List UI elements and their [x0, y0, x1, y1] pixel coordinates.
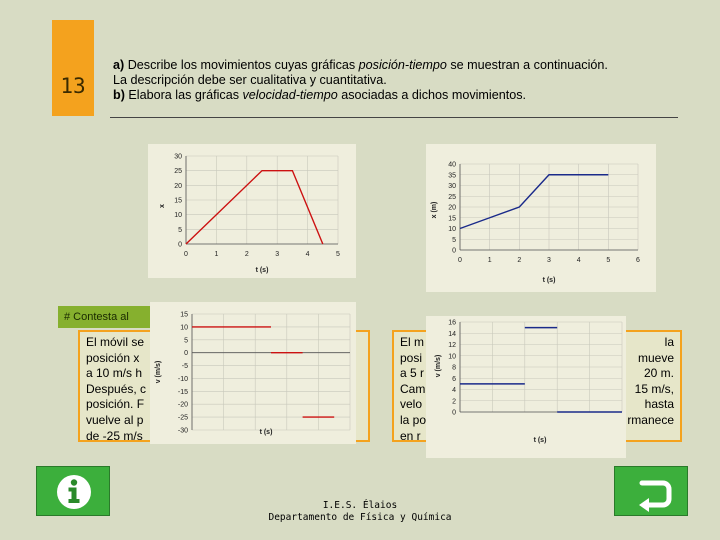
y-tick-label: 16 [448, 319, 456, 327]
x-tick-label: 5 [606, 257, 611, 264]
y-axis-label: v (m/s) [435, 354, 442, 378]
x-axis-label: t (s) [542, 277, 556, 284]
y-tick-label: 0 [452, 247, 456, 255]
back-button[interactable] [614, 466, 688, 516]
series-line [186, 171, 323, 244]
instruction-b-text-end: asociadas a dichos movimientos. [337, 88, 527, 102]
x-tick-label: 5 [336, 251, 340, 258]
y-tick-label: 5 [452, 236, 456, 244]
info-button[interactable] [36, 466, 110, 516]
y-tick-label: -5 [181, 363, 188, 371]
info-icon [37, 467, 111, 517]
instruction-a-text: Describe los movimientos cuyas gráficas [124, 58, 359, 72]
x-tick-label: 1 [487, 257, 492, 264]
y-tick-label: 30 [448, 183, 456, 190]
instructions [113, 58, 693, 103]
y-tick-label: 12 [448, 342, 456, 349]
instruction-a [113, 58, 693, 73]
instruction-a-prefix: a) [113, 58, 125, 72]
position-time-chart-2 [426, 144, 656, 292]
y-tick-label: -30 [177, 427, 188, 435]
y-tick-label: 10 [174, 212, 182, 220]
exercise-number: 13 [60, 74, 86, 98]
y-tick-label: 20 [448, 204, 456, 212]
x-tick-label: 6 [636, 257, 640, 264]
y-tick-label: 35 [448, 172, 456, 180]
y-axis-label: v (m/s) [155, 360, 162, 384]
footer-department: Departamento de Física y Química [268, 512, 452, 523]
answer-text-left: El móvil se posición x a 10 m/s h Después, c posición. F vuelve al p de -25 m/s [86, 335, 147, 443]
y-tick-label: 40 [448, 161, 456, 169]
footer-school: I.E.S. Élaios [322, 500, 398, 511]
instruction-a-line2: La descripción debe ser cualitativa y cuantitativa. [113, 73, 387, 87]
answer-text-right-end: la mueve 20 m. 15 m/s, hasta rmanece [627, 335, 674, 427]
instruction-b-italic: velocidad-tiempo [242, 88, 338, 102]
x-tick-label: 2 [517, 257, 522, 264]
y-tick-label: 5 [184, 337, 188, 345]
y-tick-label: 10 [448, 226, 456, 233]
y-tick-label: 25 [174, 168, 182, 176]
y-tick-label: 30 [174, 153, 182, 161]
y-tick-label: -25 [177, 414, 188, 422]
return-arrow-icon [615, 467, 689, 517]
x-tick-label: 4 [576, 257, 581, 264]
instruction-a-italic: posición-tiempo [358, 58, 447, 72]
y-tick-label: -20 [177, 401, 188, 409]
x-tick-label: 3 [275, 251, 280, 258]
y-tick-label: -10 [177, 375, 188, 383]
footer [240, 500, 480, 524]
x-tick-label: 0 [458, 257, 462, 264]
y-tick-label: 14 [448, 330, 456, 338]
y-tick-label: 10 [180, 324, 188, 332]
position-time-chart-1 [148, 144, 356, 278]
y-tick-label: 6 [452, 375, 456, 383]
instruction-a-text-end: se muestran a continuación. [446, 58, 608, 72]
velocity-time-chart-2 [426, 316, 626, 458]
header-divider [110, 117, 678, 118]
x-tick-label: 3 [547, 257, 551, 264]
y-tick-label: 2 [452, 398, 456, 406]
y-tick-label: 4 [452, 387, 456, 394]
y-tick-label: 0 [178, 241, 182, 249]
y-tick-label: 15 [448, 215, 456, 223]
x-axis-label: t (s) [255, 267, 269, 274]
answer-banner-label: # Contesta al [64, 311, 129, 323]
y-axis-label: x (m) [431, 201, 438, 219]
y-tick-label: 0 [452, 409, 456, 417]
x-tick-label: 1 [214, 251, 219, 258]
instruction-b [113, 88, 693, 103]
y-tick-label: 0 [184, 350, 188, 358]
y-tick-label: 15 [180, 311, 188, 319]
y-tick-label: -15 [177, 388, 188, 396]
x-tick-label: 0 [184, 251, 188, 258]
x-axis-label: t (s) [533, 437, 547, 444]
y-tick-label: 15 [174, 197, 182, 205]
y-tick-label: 20 [174, 182, 182, 190]
exercise-number-badge [52, 20, 94, 116]
y-axis-label: x [159, 204, 166, 208]
velocity-time-chart-1 [150, 302, 356, 444]
series-line [460, 175, 608, 229]
x-axis-label: t (s) [259, 429, 273, 436]
instruction-b-prefix: b) [113, 88, 125, 102]
y-tick-label: 5 [178, 226, 182, 234]
x-tick-label: 4 [305, 251, 310, 258]
y-tick-label: 10 [448, 353, 456, 361]
instruction-b-text: Elabora las gráficas [124, 88, 243, 102]
x-tick-label: 2 [244, 251, 249, 258]
y-tick-label: 8 [452, 364, 456, 372]
answer-text-right-start: El m posi a 5 r Cam velo la po en r [400, 335, 427, 443]
y-tick-label: 25 [448, 193, 456, 201]
